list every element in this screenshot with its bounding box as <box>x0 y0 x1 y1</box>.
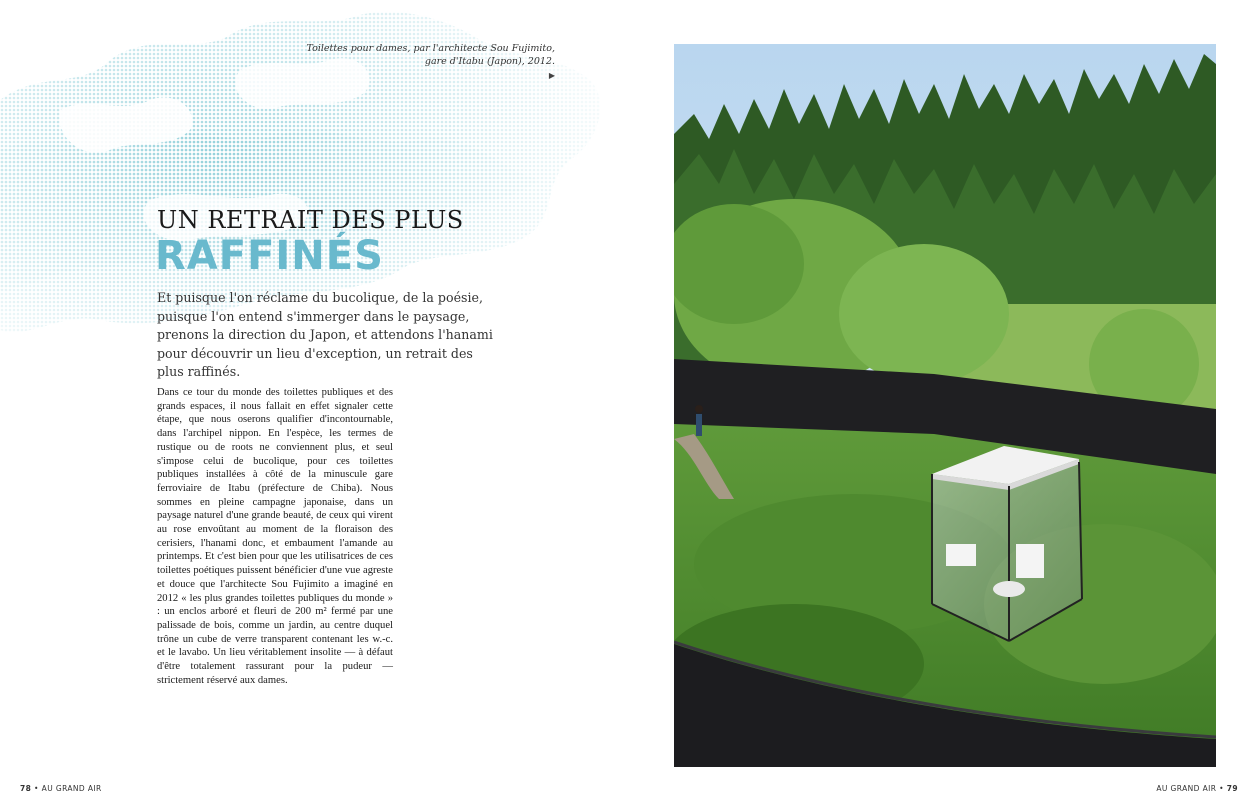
body-paragraph: Dans ce tour du monde des toilettes publiques et des grands espaces, il nous fallait en effet signaler cette étape, que nous oserons qualifier d'incontournable, dans l'archipel nippon. En l'espèce, les termes de rustique ou de roots ne conviennent plus, et seul s'impose celui de bucolique, pour ces toilettes publiques installées à côté de la minuscule gare ferroviaire de Itabu (préfecture de Chiba). Nous sommes en pleine campagne japonaise, dans un paysage naturel d'une grande beauté, de ceux qui virent au rose envoûtant au moment de la floraison des cerisiers, l'hanami donc, et embaument l'amande au printemps. Et c'est bien pour que les utilisatrices de ces toilettes poétiques puissent bénéficier d'une vue agreste et douce que l'architecte Sou Fujimito a imaginé en 2012 « les plus grandes toilettes publiques du monde » : un enclos arboré et fleuri de 200 m² fermé par une palissade de bois, comme un jardin, au centre duquel trône un cube de verre transparent contenant les w.-c. et le lavabo. Un lieu véritablement insolite — à défaut d'être totalement rassurant pour la pudeur — strictement réservé aux dames. <box>157 387 393 686</box>
section-name-right: AU GRAND AIR <box>1156 784 1217 793</box>
headline-line2: RAFFINÉS <box>155 233 384 279</box>
folio-right <box>1156 784 1238 793</box>
folio-separator-right: • <box>1219 784 1224 793</box>
folio-left <box>20 784 102 793</box>
photo-caption <box>295 42 555 82</box>
folio-separator-left: • <box>34 784 39 793</box>
page-number-right: 79 <box>1226 784 1238 793</box>
garden-toilet-photo <box>674 44 1216 767</box>
right-page <box>630 0 1260 811</box>
intro-paragraph: Et puisque l'on réclame du bucolique, de la poésie, puisque l'on entend s'immerger dans le paysage, prenons la direction du Japon, et attendons l'hanami pour découvrir un lieu d'exception, un retrait des plus raffinés. <box>157 290 493 379</box>
section-name-left: AU GRAND AIR <box>41 784 102 793</box>
caption-text: Toilettes pour dames, par l'architecte Sou Fujimito, gare d'Itabu (Japon), 2012. <box>306 43 555 67</box>
caption-arrow-icon: ▶ <box>548 71 555 80</box>
headline-line1: UN RETRAIT DES PLUS <box>157 206 464 234</box>
photo-illustration <box>674 44 1216 767</box>
page-number-left: 78 <box>20 784 32 793</box>
